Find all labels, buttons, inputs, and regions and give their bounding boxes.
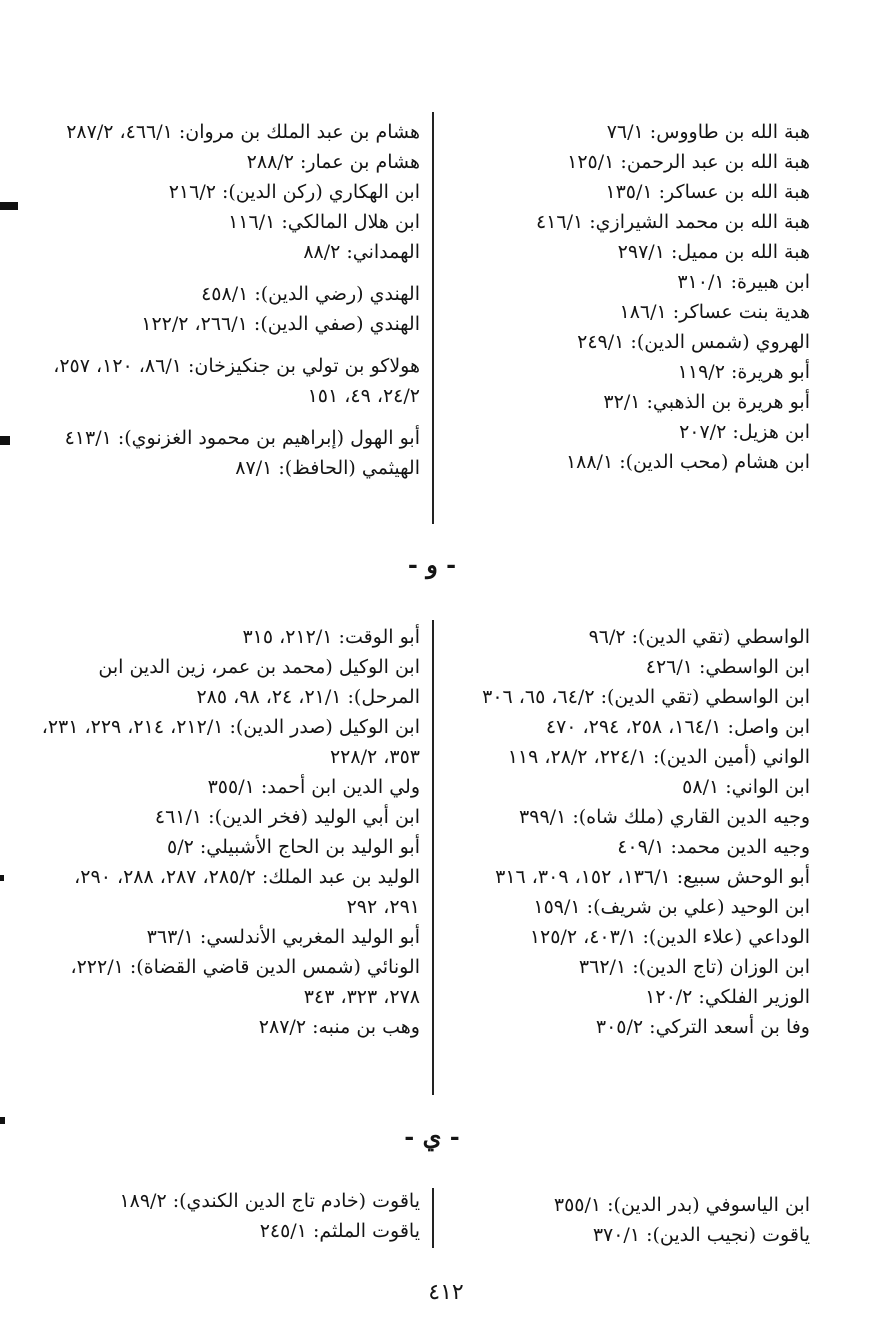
index-entry: ياقوت (نجيب الدين): ٣٧٠/١ <box>592 1224 810 1246</box>
index-column-right <box>460 117 810 477</box>
index-entry: الهندي (صفي الدين): ٢٦٦/١، ١٢٢/٢ <box>141 313 420 335</box>
index-entry: ابن الهكاري (ركن الدين): ٢١٦/٢ <box>168 181 420 203</box>
scan-mark <box>0 436 10 445</box>
index-entry: هبة الله بن طاووس: ٧٦/١ <box>606 121 810 143</box>
index-entry: الواني (أمين الدين): ٢٢٤/١، ٢٨/٢، ١١٩ <box>507 746 810 768</box>
index-entry: هشام بن عمار: ٢٨٨/٢ <box>246 151 420 173</box>
scan-mark <box>0 1117 5 1124</box>
index-column-left <box>40 117 420 483</box>
scan-mark <box>0 202 18 210</box>
index-entry: أبو هريرة: ١١٩/٢ <box>677 361 810 383</box>
index-entry: ابن الياسوفي (بدر الدين): ٣٥٥/١ <box>553 1194 810 1216</box>
column-divider <box>432 1188 434 1248</box>
index-entry: الهمداني: ٨٨/٢ <box>303 241 420 263</box>
index-entry: ابن الوحيد (علي بن شريف): ١٥٩/١ <box>533 896 810 918</box>
index-entry: الواسطي (تقي الدين): ٩٦/٢ <box>588 626 810 648</box>
index-entry: الونائي (شمس الدين قاضي القضاة): ٢٢٢/١، ٢٧٨، ٣٢٣، ٣٤٣ <box>70 956 420 1008</box>
index-entry: ابن الوزان (تاج الدين): ٣٦٢/١ <box>578 956 810 978</box>
index-entry: أبو الهول (إبراهيم بن محمود الغزنوي): ٤١٣/١ <box>64 427 420 449</box>
index-entry: الوداعي (علاء الدين): ٤٠٣/١، ١٢٥/٢ <box>529 926 810 948</box>
index-entry: هدية بنت عساكر: ١٨٦/١ <box>619 301 810 323</box>
index-entry: الهروي (شمس الدين): ٢٤٩/١ <box>577 331 810 353</box>
index-entry: ياقوت (خادم تاج الدين الكندي): ١٨٩/٢ <box>119 1190 420 1212</box>
column-divider <box>432 112 434 524</box>
index-entry: ابن واصل: ١٦٤/١، ٢٥٨، ٢٩٤، ٤٧٠ <box>545 716 810 738</box>
index-entry: ياقوت الملثم: ٢٤٥/١ <box>259 1220 420 1242</box>
index-entry: أبو هريرة بن الذهبي: ٣٢/١ <box>603 391 810 413</box>
index-entry: ابن الوكيل (محمد بن عمر، زين الدين ابن المرحل): ٢١/١، ٢٤، ٩٨، ٢٨٥ <box>98 656 420 708</box>
section-heading: - و - <box>407 550 457 579</box>
index-column-left <box>40 1186 420 1246</box>
page-number: ٤١٢ <box>428 1280 464 1305</box>
index-column-right <box>460 622 810 1042</box>
index-entry: ابن الواسطي (تقي الدين): ٦٤/٢، ٦٥، ٣٠٦ <box>482 686 810 708</box>
index-entry: هبة الله بن عبد الرحمن: ١٢٥/١ <box>567 151 810 173</box>
index-entry: الهيثمي (الحافظ): ٨٧/١ <box>235 457 420 479</box>
index-entry: هبة الله بن عساكر: ١٣٥/١ <box>605 181 810 203</box>
index-entry: ابن هبيرة: ٣١٠/١ <box>677 271 810 293</box>
index-entry: ابن أبي الوليد (فخر الدين): ٤٦١/١ <box>154 806 420 828</box>
index-entry: أبو الوحش سبيع: ١٣٦/١، ١٥٢، ٣٠٩، ٣١٦ <box>495 866 810 888</box>
index-entry: ابن الواسطي: ٤٢٦/١ <box>645 656 810 678</box>
column-divider <box>432 620 434 1095</box>
index-entry: هولاكو بن تولي بن جنكيزخان: ٨٦/١، ١٢٠، ٢٥٧، ٢٤/٢، ٤٩، ١٥١ <box>53 355 420 407</box>
section-heading: - ي - <box>404 1122 460 1151</box>
index-entry: الوزير الفلكي: ١٢٠/٢ <box>645 986 810 1008</box>
index-entry: وفا بن أسعد التركي: ٣٠٥/٢ <box>595 1016 810 1038</box>
index-entry: أبو الوليد المغربي الأندلسي: ٣٦٣/١ <box>146 926 420 948</box>
index-column-right <box>460 1190 810 1250</box>
index-entry: ابن الوكيل (صدر الدين): ٢١٢/١، ٢١٤، ٢٢٩، ٢٣١، ٣٥٣، ٢٢٨/٢ <box>41 716 420 768</box>
index-entry: ابن هلال المالكي: ١١٦/١ <box>228 211 420 233</box>
index-entry: ولي الدين ابن أحمد: ٣٥٥/١ <box>207 776 420 798</box>
index-entry: وجيه الدين محمد: ٤٠٩/١ <box>617 836 810 858</box>
index-column-left <box>40 622 420 1042</box>
index-entry: هبة الله بن محمد الشيرازي: ٤١٦/١ <box>535 211 810 233</box>
index-entry: الهندي (رضي الدين): ٤٥٨/١ <box>201 283 420 305</box>
scan-mark <box>0 875 4 881</box>
index-entry: وهب بن منبه: ٢٨٧/٢ <box>258 1016 420 1038</box>
index-entry: هشام بن عبد الملك بن مروان: ٤٦٦/١، ٢٨٧/٢ <box>66 121 420 143</box>
index-entry: ابن هزيل: ٢٠٧/٢ <box>679 421 810 443</box>
index-entry: هبة الله بن مميل: ٢٩٧/١ <box>617 241 810 263</box>
index-entry: أبو الوليد بن الحاج الأشبيلي: ٥/٢ <box>167 836 420 858</box>
index-entry: وجيه الدين القاري (ملك شاه): ٣٩٩/١ <box>519 806 810 828</box>
index-entry: أبو الوقت: ٢١٢/١، ٣١٥ <box>242 626 420 648</box>
index-entry: ابن هشام (محب الدين): ١٨٨/١ <box>565 451 810 473</box>
index-entry: الوليد بن عبد الملك: ٢٨٥/٢، ٢٨٧، ٢٨٨، ٢٩٠، ٢٩١، ٢٩٢ <box>74 866 420 918</box>
index-entry: ابن الواني: ٥٨/١ <box>682 776 810 798</box>
